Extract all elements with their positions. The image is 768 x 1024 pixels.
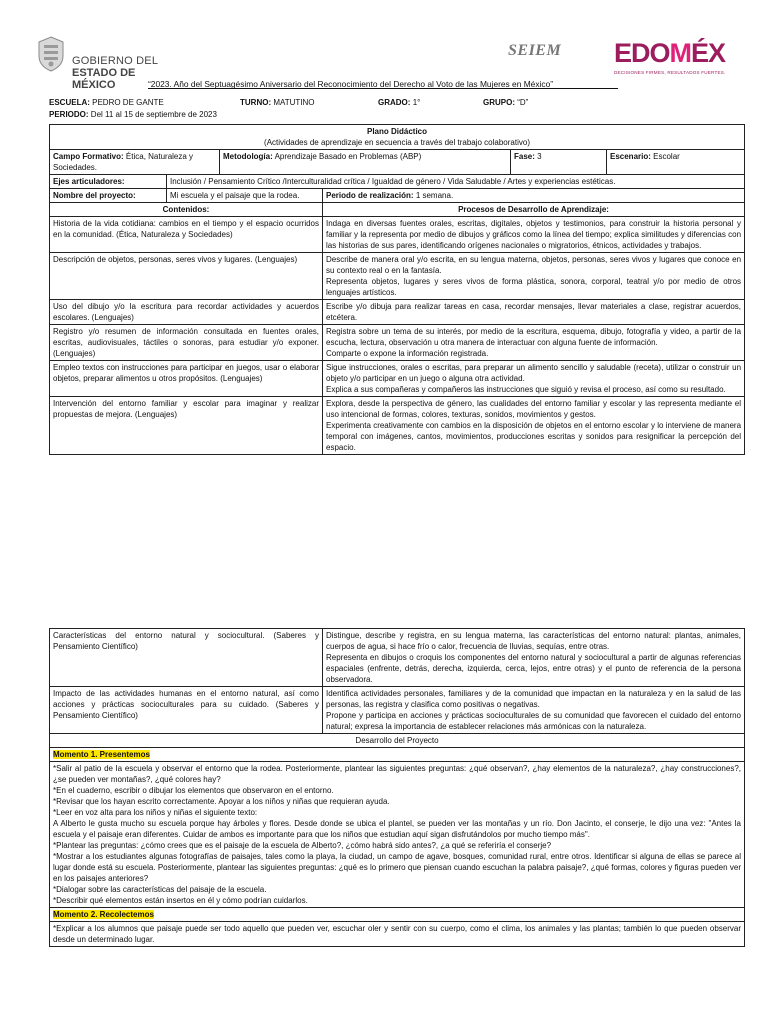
edomex-logo-pre: EDO — [614, 38, 670, 68]
contenido-row — [50, 217, 745, 253]
proceso-cell — [323, 217, 745, 253]
contenido-row — [50, 253, 745, 300]
proceso-paragraph: Representa objetos, lugares y seres vivos de forma plástica, sonora, corporal, teatral y/o por medio de otros lenguajes artísticos. — [326, 277, 742, 297]
activity-paragraph: *Plantear las preguntas: ¿cómo crees que es el paisaje de la escuela de Alberto?, ¿cómo habrá sido antes?, ¿a qué se referiría el conserje? — [53, 841, 552, 850]
proceso-paragraph: Experimenta creativamente con cambios en la disposición de objetos en el entorno escolar y lo interviene de manera temporal con imágenes, cantos, movimientos, producciones escritas y sonidos para resignificar la percepción del espacio. — [326, 421, 742, 452]
turno-label: TURNO: — [240, 98, 272, 107]
campo-label: Campo Formativo: — [53, 152, 124, 161]
activity-paragraph: *Leer en voz alta para los niños y niñas el siguiente texto: — [53, 808, 258, 817]
realizacion-value: 1 semana. — [415, 191, 454, 200]
contenido-cell: Uso del dibujo y/o la escritura para recordar actividades y acuerdos escolares. (Lenguajes) — [50, 300, 323, 325]
contenido-row — [50, 325, 745, 361]
activity-paragraph: A Alberto le gusta mucho su escuela porque hay árboles y flores. Desde donde se ubica el plantel, se pueden ver las montañas y un río. Don Jacinto, el conserje, le dijo una vez: "Antes la escuela y el paisaje eran diferentes. Cuidar de ambos es importante para que los niños que estudian aquí sigan disfrutándolos por mucho tiempo más". — [53, 819, 741, 839]
plan-table-continued — [49, 628, 745, 947]
estado-seal-icon — [36, 36, 66, 72]
proyecto-label: Nombre del proyecto: — [50, 189, 167, 203]
ejes-value: Inclusión / Pensamiento Crítico /Interculturalidad crítica / Igualdad de género / Vida Saludable / Artes y experiencias estéticas. — [167, 175, 745, 189]
contenidos-rows-page1 — [50, 217, 745, 455]
momento1-body-row — [50, 762, 745, 908]
grupo-value: “D” — [517, 98, 529, 107]
escuela-label: ESCUELA: — [49, 98, 90, 107]
edomex-logo-m: M — [669, 38, 692, 68]
proceso-paragraph: Representa en dibujos o croquis los componentes del entorno natural y sociocultural a partir de algunas referencias espaciales (enfrente, detrás, derecha, izquierda, cerca, lejos, entre otras) y el punto de referencia de la persona observadora. — [326, 653, 741, 684]
grupo-field — [483, 98, 528, 107]
proceso-paragraph: Sigue instrucciones, orales o escritas, para preparar un alimento sencillo y saludable (receta), utilizar o construir un objeto y/o participar en un juego o alguna otra actividad. — [326, 363, 742, 383]
metodologia-cell — [220, 150, 511, 175]
momento2-body — [50, 922, 745, 947]
edomex-logo-post: ÉX — [691, 38, 726, 68]
momento1-body — [50, 762, 745, 908]
contenido-cell: Historia de la vida cotidiana: cambios en el tiempo y el espacio ocurridos en la comunidad. (Ética, Naturaleza y Sociedades) — [50, 217, 323, 253]
contenido-cell: Características del entorno natural y sociocultural. (Saberes y Pensamiento Científico) — [50, 629, 323, 687]
grupo-label: GRUPO: — [483, 98, 515, 107]
activity-paragraph: *Explicar a los alumnos que paisaje puede ser todo aquello que pueden ver, escuchar oler y sentir con su cuerpo, como el clima, los animales y las plantas; también lo que pueden observar desde un determinado lugar. — [53, 924, 741, 944]
proceso-paragraph: Propone y participa en acciones y prácticas socioculturales de su comunidad que favorecen el cuidado del entorno natural; expresa la importancia de establecer relaciones más armónicas con la naturaleza. — [326, 711, 741, 731]
proceso-cell — [323, 687, 745, 734]
plan-subtitle: (Actividades de aprendizaje en secuencia a través del trabajo colaborativo) — [264, 138, 530, 147]
proceso-cell — [323, 397, 745, 455]
contenido-row — [50, 300, 745, 325]
proceso-paragraph: Escribe y/o dibuja para realizar tareas en casa, recordar mensajes, llevar materiales a clase, registrar acuerdos, etcétera. — [326, 302, 742, 322]
contenido-row — [50, 397, 745, 455]
columns-header-row — [50, 203, 745, 217]
escuela-value: PEDRO DE GANTE — [92, 98, 164, 107]
contenido-cell: Empleo textos con instrucciones para participar en juegos, usar o elaborar objetos, preparar alimentos u otros propósitos. (Lenguajes) — [50, 361, 323, 397]
ejes-row — [50, 175, 745, 189]
momento1-title-cell — [50, 748, 745, 762]
campo-cell — [50, 150, 220, 175]
edomex-tagline: DECISIONES FIRMES, RESULTADOS FUERTES. — [614, 70, 726, 75]
periodo-field — [49, 110, 217, 119]
motto-underline — [148, 88, 618, 89]
proceso-cell — [323, 325, 745, 361]
activity-paragraph: *Describir qué elementos están insertos en él y cómo podrían cuidarlos. — [53, 896, 308, 905]
fase-label: Fase: — [514, 152, 535, 161]
contenido-row — [50, 687, 745, 734]
proceso-cell — [323, 253, 745, 300]
contenido-cell: Descripción de objetos, personas, seres vivos y lugares. (Lenguajes) — [50, 253, 323, 300]
proceso-paragraph: Indaga en diversas fuentes orales, escritas, digitales, objetos y testimonios, para construir la historia personal y familiar y la representa por medio de dibujos y gráficos como la línea del tiempo; explica similitudes y diferencias con las historias de sus pares, identificando orígenes nacionales o migratorios, étnicos, actividades y trabajos. — [326, 219, 742, 250]
plan-title-cell — [50, 125, 745, 150]
realizacion-cell — [323, 189, 745, 203]
contenido-cell: Intervención del entorno familiar y escolar para imaginar y realizar propuestas de mejora. (Lenguajes) — [50, 397, 323, 455]
campo-value: Ética, Naturaleza y Sociedades. — [53, 152, 194, 172]
momento2-title-row — [50, 908, 745, 922]
contenidos-header: Contenidos: — [50, 203, 323, 217]
escenario-cell — [607, 150, 745, 175]
metodologia-label: Metodología: — [223, 152, 273, 161]
plan-title: Plano Didáctico — [367, 127, 428, 136]
ejes-label: Ejes articuladores: — [50, 175, 167, 189]
proyecto-row — [50, 189, 745, 203]
proceso-paragraph: Explica a sus compañeras y compañeros las instrucciones que siguió y revisa el proceso, así como su resultado. — [326, 385, 726, 394]
gov-line-2: ESTADO DE MÉXICO — [72, 67, 136, 91]
gobierno-logo — [36, 36, 176, 91]
gov-line-1: GOBIERNO DEL — [72, 55, 159, 67]
desarrollo-title-row — [50, 734, 745, 748]
proceso-cell — [323, 300, 745, 325]
contenido-row — [50, 629, 745, 687]
contenido-cell: Impacto de las actividades humanas en el entorno natural, así como acciones y prácticas socioculturales para su cuidado. (Saberes y Pensamiento Científico) — [50, 687, 323, 734]
plan-table — [49, 124, 745, 455]
fase-value: 3 — [537, 152, 542, 161]
activity-paragraph: *Mostrar a los estudiantes algunas fotografías de paisajes, tales como la playa, la ciudad, un campo de agave, bosques, comunidad rural, entre otros. Identificar si alguna de ellas se parece al lugar donde está su escuela. Posteriormente, plantear las siguientes preguntas: ¿qué es lo primero que piensan cuando escuchan la palabra paisaje?, ¿qué formas, colores y figuras pueden ver en los paisajes anteriores? — [53, 852, 741, 883]
turno-field — [240, 98, 315, 107]
grado-value: 1° — [412, 98, 421, 107]
activity-paragraph: *En el cuaderno, escribir o dibujar los elementos que observaron en el entorno. — [53, 786, 334, 795]
proceso-paragraph: Distingue, describe y registra, en su lengua materna, las características del entorno natural: plantas, animales, cuerpos de agua, si hace frío o calor, frecuencia de lluvias, sequías, entre otras. — [326, 631, 741, 651]
activity-paragraph: *Revisar que los hayan escrito correctamente. Apoyar a los niños y niñas que requieran ayuda. — [53, 797, 390, 806]
desarrollo-title: Desarrollo del Proyecto — [50, 734, 745, 748]
plan-title-row — [50, 125, 745, 150]
escuela-field — [49, 98, 164, 107]
turno-value: MATUTINO — [273, 98, 315, 107]
momento2-title-cell — [50, 908, 745, 922]
escenario-label: Escenario: — [610, 152, 651, 161]
proceso-paragraph: Explora, desde la perspectiva de género, las cualidades del entorno familiar y escolar y las representa mediante el uso intencional de formas, colores, texturas, sonidos, movimientos y gestos. — [326, 399, 742, 419]
escenario-value: Escolar — [653, 152, 680, 161]
seiem-logo: SEIEM — [508, 42, 562, 59]
momento1-title-row — [50, 748, 745, 762]
momento1-title: Momento 1. Presentemos — [53, 750, 150, 759]
periodo-value: Del 11 al 15 de septiembre de 2023 — [90, 110, 217, 119]
proceso-paragraph: Identifica actividades personales, familiares y de la comunidad que impactan en la naturaleza y en la salud de las personas, las registra y clasifica como positivas o negativas. — [326, 689, 741, 709]
contenidos-rows-page2 — [50, 629, 745, 734]
proyecto-value: Mi escuela y el paisaje que la rodea. — [167, 189, 323, 203]
proceso-paragraph: Describe de manera oral y/o escrita, en su lengua materna, objetos, personas, seres vivos y lugares que conoce en su contexto real o en la fantasía. — [326, 255, 742, 275]
proceso-paragraph: Comparte o expone la información registrada. — [326, 349, 489, 358]
campo-row — [50, 150, 745, 175]
proceso-cell — [323, 361, 745, 397]
periodo-label: PERIODO: — [49, 110, 89, 119]
proceso-paragraph: Registra sobre un tema de su interés, por medio de la escritura, esquema, dibujo, fotografía y video, a partir de la escucha, lectura, observación u otra manera de interactuar con alguna fuente de información. — [326, 327, 742, 347]
fase-cell — [511, 150, 607, 175]
momento2-title: Momento 2. Recolectemos — [53, 910, 154, 919]
contenido-cell: Registro y/o resumen de información consultada en fuentes orales, escritas, audiovisuales, táctiles o sonoras, para estudiar y/o exponer. (Lenguajes) — [50, 325, 323, 361]
activity-paragraph: *Salir al patio de la escuela y observar el entorno que la rodea. Posteriormente, plantear las siguientes preguntas: ¿qué observan?, ¿hay elementos de la naturaleza?, ¿hay construcciones?, ¿se pueden ver montañas?, ¿qué colores hay? — [53, 764, 741, 784]
grado-field — [378, 98, 420, 107]
procesos-header: Procesos de Desarrollo de Aprendizaje: — [323, 203, 745, 217]
year-motto: “2023. Año del Septuagésimo Aniversario del Reconocimiento del Derecho al Voto de las Mujeres en México” — [148, 79, 554, 89]
proceso-cell — [323, 629, 745, 687]
realizacion-label: Periodo de realización: — [326, 191, 414, 200]
metodologia-value: Aprendizaje Basado en Problemas (ABP) — [274, 152, 422, 161]
grado-label: GRADO: — [378, 98, 411, 107]
activity-paragraph: *Dialogar sobre las características del paisaje de la escuela. — [53, 885, 267, 894]
edomex-logo — [614, 38, 725, 69]
momento2-body-row — [50, 922, 745, 947]
contenido-row — [50, 361, 745, 397]
